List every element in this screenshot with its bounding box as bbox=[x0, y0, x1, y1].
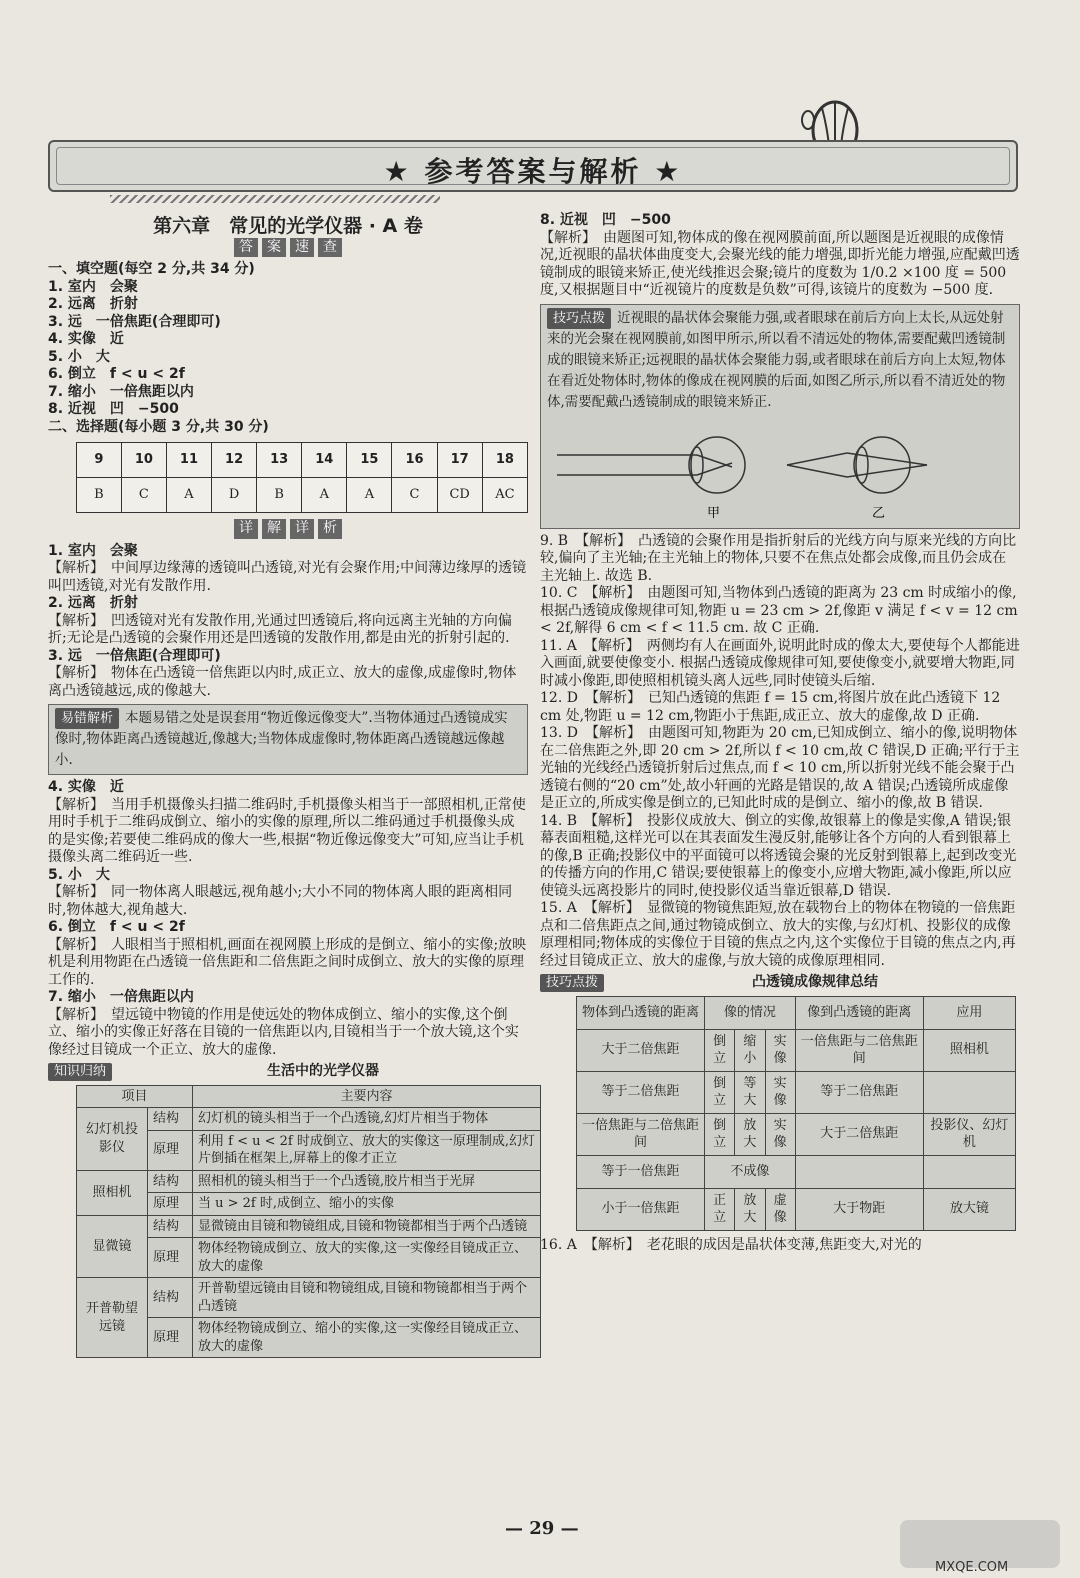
hatch-divider bbox=[110, 195, 440, 203]
page-title: ★ 参考答案与解析 ★ bbox=[383, 155, 683, 188]
fill-answers: 1. 室内 会聚 2. 远离 折射 3. 远 一倍焦距(合理即可) 4. 实像 近 5. 小 大 6. 倒立 f < u < 2f 7. 缩小 一倍焦距以内 8. 近视 凹 −500 bbox=[48, 278, 221, 417]
section-fill-heading: 一、填空题(每空 2 分,共 34 分) bbox=[48, 261, 255, 277]
title-banner bbox=[48, 140, 1018, 192]
section-choice-heading: 二、选择题(每小题 3 分,共 30 分) bbox=[48, 418, 269, 435]
explanation: 【解析】 同一物体离人眼越远,视角越小;大小不同的物体离人眼的距离相同时,物体越大,视角越大. bbox=[48, 884, 513, 918]
left-column bbox=[48, 212, 535, 1358]
answer-heading: 8. 近视 凹 −500 bbox=[540, 212, 671, 228]
explanation: 12. D 【解析】 已知凸透镜的焦距 f = 15 cm,将图片放在此凸透镜下 12 cm 处,物距 u = 12 cm,物距小于焦距,成正立、放大的虚像,故 D 正确. bbox=[540, 690, 1001, 724]
knowledge-header bbox=[48, 1063, 528, 1081]
explanation: 【解析】 人眼相当于照相机,画面在视网膜上形成的是倒立、缩小的实像;放映机是利用物距在凸透镜一倍焦距和二倍焦距之间时成倒立、放大的实像的原理工作的. bbox=[48, 936, 527, 988]
explanation: 【解析】 望远镜中物镜的作用是使远处的物体成倒立、缩小的实像,这个倒立、缩小的实像正好落在目镜的一倍焦距以内,目镜相当于一个放大镜,这个实像经过目镜成一个正立、放大的虚像. bbox=[48, 1006, 519, 1058]
choice-answer-table: 9 10 11 12 13 14 15 16 17 18 B C A D B A A C CD AC bbox=[76, 442, 528, 513]
page-number: — 29 — bbox=[505, 1518, 579, 1539]
knowledge-table: 项目 主要内容 幻灯机投影仪 结构 幻灯机的镜头相当于一个凸透镜,幻灯片相当于物体 原理 利用 f < u < 2f 时成倒立、放大的实像这一原理制成,幻灯片倒插在框架上,屏幕上的像才正立 照相机 结构 照相机的镜头相当于一个凸透镜,胶片相当于光屏 原理 当 u > 2f 时,成倒立、缩小的实像 显微镜 结构 显微镜由目镜和物镜组成,目镜和物镜都相当于两个凸透镜 原理 物体经物镜成倒立、放大的实像,这一实像经目镜成正立、放大的虚像 开普勒望远镜 结构 开普勒望远镜由目镜和物镜组成,目镜和物镜都相当于两个凸透镜 原理 物体经物镜成倒立、缩小的实像,这一实像经目镜成正立、放大的虚像 bbox=[76, 1085, 541, 1359]
chapter-title: 第六章 常见的光学仪器 · A 卷 bbox=[153, 215, 423, 237]
explanation: 16. A 【解析】 老花眼的成因是晶状体变薄,焦距变大,对光的 bbox=[540, 1236, 922, 1253]
tip-tag: 技巧点拨 bbox=[540, 974, 604, 992]
explanation: 15. A 【解析】 显微镜的物镜焦距短,放在载物台上的物体在物镜的一倍焦距点和二倍焦距点之间,通过物镜成倒立、放大的实像,与幻灯机、投影仪的成像原理相同;物体成的实像位于目镜的焦点之内,这个实像位于目镜的焦点之内,再经过目镜成正立、放大的虚像,与放大镜的成像原理相同. bbox=[540, 900, 1016, 969]
knowledge-title: 生活中的光学仪器 bbox=[267, 1063, 379, 1079]
figure-label-a: 甲 bbox=[707, 505, 721, 521]
explanation: 9. B 【解析】 凸透镜的会聚作用是指折射后的光线方向与原来光线的方向比较,偏向了主光轴;在主光轴上的物体,只要不在焦点处都会成像,而且仍会成在主光轴上. 故选 B. bbox=[540, 532, 1017, 584]
answer-heading: 4. 实像 近 bbox=[48, 779, 124, 795]
answer-heading: 2. 远离 折射 bbox=[48, 595, 138, 611]
detail-label: 详 解 详 析 bbox=[48, 519, 528, 539]
error-tip-tag: 易错解析 bbox=[55, 708, 119, 729]
tip-tag: 技巧点拨 bbox=[547, 308, 611, 329]
answer-heading: 5. 小 大 bbox=[48, 866, 110, 883]
answer-heading: 3. 远 一倍焦距(合理即可) bbox=[48, 647, 221, 664]
lens-rule-table: 物体到凸透镜的距离 像的情况 像到凸透镜的距离 应用 大于二倍焦距 倒立 缩小 实像 一倍焦距与二倍焦距间 照相机 等于二倍焦距 倒立 等大 实像 等于二倍焦距 一倍焦距与二倍焦距间 倒立 放大 实像 大于二倍焦距 投影仪、幻灯机 等于一倍焦距 不成像 小于一倍焦距 正立 放大 虚像 大于物距 放大镜 bbox=[576, 996, 1016, 1231]
figure-label-b: 乙 bbox=[872, 505, 886, 521]
explanation: 【解析】 当用手机摄像头扫描二维码时,手机摄像头相当于一部照相机,正常使用时手机于二维码成倒立、缩小的实像的原理,所以二维码通过手机摄像头成的是实像;若要使二维码成的像大一些,根据“物近像远像变大”可知,应当让手机摄像头离二维码近一些. bbox=[48, 796, 526, 865]
answer-heading: 1. 室内 会聚 bbox=[48, 542, 138, 559]
rule-title: 凸透镜成像规律总结 bbox=[752, 974, 878, 990]
knowledge-tag: 知识归纳 bbox=[48, 1063, 112, 1081]
right-column bbox=[540, 212, 1020, 1254]
answer-heading: 7. 缩小 一倍焦距以内 bbox=[48, 989, 194, 1005]
explanation: 【解析】 由题图可知,物体成的像在视网膜前面,所以题图是近视眼的成像情况,近视眼的晶状体曲度变大,会聚光线的能力增强,即折光能力增强,应配戴凹透镜制成的眼镜来矫正,使光线推迟会聚;镜片的度数为 1/0.2 ×100 度 = 500 度,又根据题目中“近视镜片的度数是负数”可得,该镜片的度数为 −500 度. bbox=[540, 229, 1020, 298]
explanation: 【解析】 物体在凸透镜一倍焦距以内时,成正立、放大的虚像,成虚像时,物体离凸透镜越远,成的像越大. bbox=[48, 665, 517, 699]
explanation: 13. D 【解析】 由题图可知,物距为 20 cm,已知成倒立、缩小的像,说明物体在二倍焦距之外,即 20 cm > 2f,所以 f < 10 cm,故 C 错误,D 正确;平行于主光轴的光线经凸透镜折射后过焦点,而 f < 10 cm,所以折射光线不能会聚于凸透镜右侧的“20 cm”处,故小轩画的光路是错误的,故 A 错误;凸透镜所成虚像是正立的,所成实像是倒立的,已知此时成的是倒立、缩小的像,故 B 错误. bbox=[540, 725, 1020, 811]
explanation: 11. A 【解析】 两侧均有人在画面外,说明此时成的像太大,要使每个人都能进入画面,就要使像变小. 根据凸透镜成像规律可知,要使像变小,就要增大物距,同时减小像距,即使照相机镜头离人远些,同时使镜头后缩. bbox=[540, 637, 1020, 689]
answer-heading: 6. 倒立 f < u < 2f bbox=[48, 919, 185, 935]
explanation: 【解析】 凹透镜对光有发散作用,光通过凹透镜后,将向远离主光轴的方向偏折;无论是凸透镜的会聚作用还是凹透镜的发散作用,都是由光的折射引起的. bbox=[48, 612, 512, 646]
watermark-text: MXQE.COM bbox=[935, 1560, 1009, 1575]
error-tip-box: 易错解析 本题易错之处是误套用“物近像远像变大”.当物体通过凸透镜成实像时,物体距离凸透镜越近,像越大;当物体成虚像时,物体距离凸透镜越远像越小. bbox=[48, 704, 528, 775]
explanation: 10. C 【解析】 由题图可知,当物体到凸透镜的距离为 23 cm 时成缩小的像,根据凸透镜成像规律可知,物距 u = 23 cm > 2f,像距 v 满足 f < v = 12 cm < 2f,解得 6 cm < f < 11.5 cm. 故 C 正确. bbox=[540, 585, 1018, 636]
rule-header bbox=[540, 974, 1020, 992]
explanation: 14. B 【解析】 投影仪成放大、倒立的实像,故银幕上的像是实像,A 错误;银幕表面粗糙,这样光可以在其表面发生漫反射,能够让各个方向的人看到银幕上的像,B 正确;投影仪中的平面镜可以将透镜会聚的光反射到银幕上,起到改变光的传播方向的作用,C 错误;要使银幕上的像变小,应增大物距,减小像距,所以应使镜头远离投影片的同时,使投影仪适当靠近银幕,D 错误. bbox=[540, 812, 1017, 899]
eye-diagram bbox=[547, 415, 1013, 525]
quick-answer-label: 答 案 速 查 bbox=[48, 238, 528, 258]
tip-box: 技巧点拨 近视眼的晶状体会聚能力强,或者眼球在前后方向上太长,从远处射来的光会聚在视网膜前,如图甲所示,所以看不清远处的物体,需要配戴凹透镜制成的眼镜来矫正;远视眼的晶状体会聚能力弱,或者眼球在前后方向上太短,物体在看近处物体时,物体的像成在视网膜的后面,如图乙所示,所以看不清近处的物体,需要配戴凸透镜制成的眼镜来矫正. 甲 乙 bbox=[540, 304, 1020, 529]
explanation: 【解析】 中间厚边缘薄的透镜叫凸透镜,对光有会聚作用;中间薄边缘厚的透镜叫凹透镜,对光有发散作用. bbox=[48, 560, 527, 594]
